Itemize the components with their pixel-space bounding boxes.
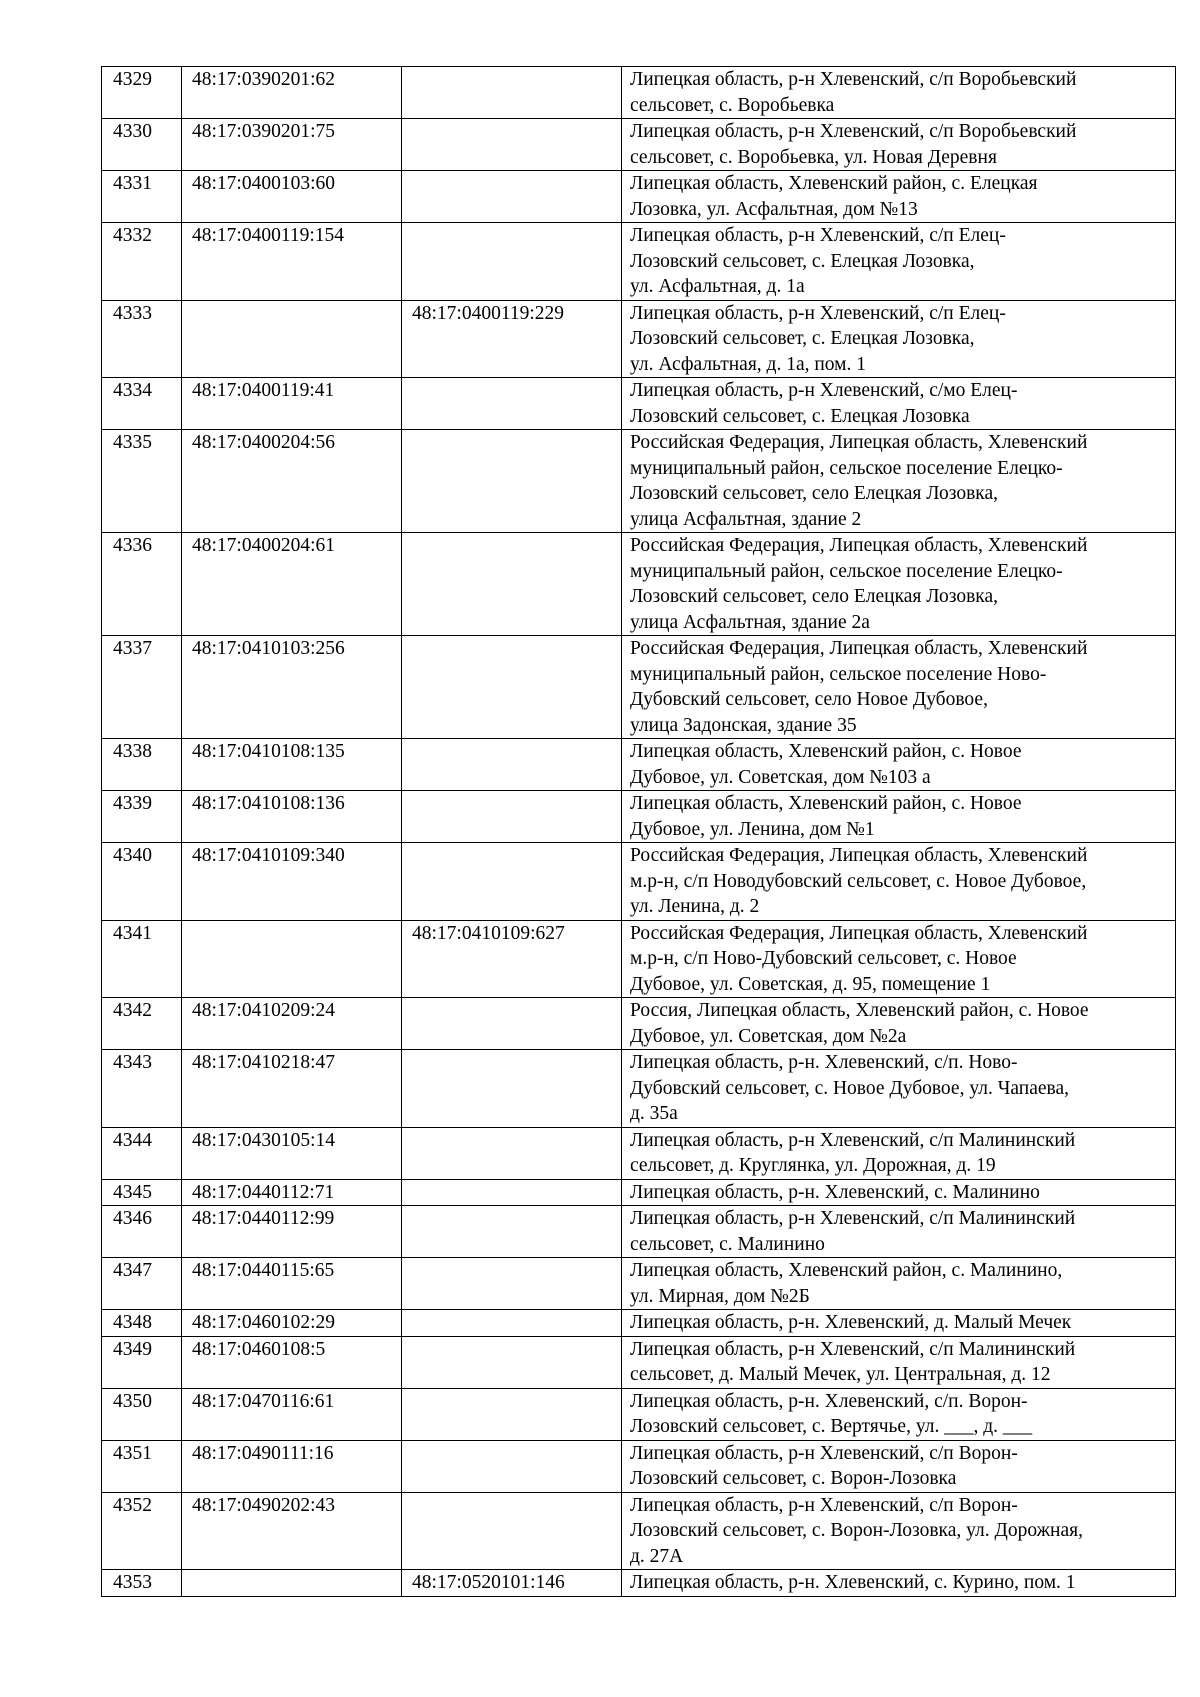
object-cadastral-number	[402, 998, 622, 1050]
table-row	[102, 171, 1176, 223]
row-number: 4343	[102, 1050, 182, 1128]
land-cadastral-number	[182, 920, 402, 998]
row-number: 4353	[102, 1570, 182, 1597]
address-cell: Липецкая область, р-н Хлевенский, с/п Малининский сельсовет, с. Малинино	[622, 1206, 1176, 1258]
row-number: 4339	[102, 791, 182, 843]
address-cell: Липецкая область, р-н Хлевенский, с/п Елец- Лозовский сельсовет, с. Елецкая Лозовка, ул. Асфальтная, д. 1а	[622, 223, 1176, 301]
row-number: 4344	[102, 1127, 182, 1179]
land-cadastral-number: 48:17:0410108:136	[182, 791, 402, 843]
object-cadastral-number	[402, 171, 622, 223]
row-number: 4340	[102, 843, 182, 921]
object-cadastral-number: 48:17:0400119:229	[402, 300, 622, 378]
row-number: 4346	[102, 1206, 182, 1258]
table-body	[102, 67, 1176, 1597]
row-number: 4337	[102, 636, 182, 739]
address-cell: Липецкая область, р-н Хлевенский, с/п Ворон- Лозовский сельсовет, с. Ворон-Лозовка	[622, 1440, 1176, 1492]
land-cadastral-number: 48:17:0410103:256	[182, 636, 402, 739]
land-cadastral-number: 48:17:0460102:29	[182, 1310, 402, 1337]
address-cell: Липецкая область, р-н. Хлевенский, д. Малый Мечек	[622, 1310, 1176, 1337]
address-cell: Липецкая область, Хлевенский район, с. Новое Дубовое, ул. Советская, дом №103 а	[622, 739, 1176, 791]
land-cadastral-number: 48:17:0390201:75	[182, 119, 402, 171]
address-cell: Российская Федерация, Липецкая область, Хлевенский муниципальный район, сельское поселение Елецко- Лозовский сельсовет, село Елецкая Лозовка, улица Асфальтная, здание 2а	[622, 533, 1176, 636]
land-cadastral-number: 48:17:0390201:62	[182, 67, 402, 119]
land-cadastral-number: 48:17:0410218:47	[182, 1050, 402, 1128]
object-cadastral-number	[402, 119, 622, 171]
land-cadastral-number	[182, 300, 402, 378]
table-row	[102, 791, 1176, 843]
land-cadastral-number: 48:17:0440112:99	[182, 1206, 402, 1258]
land-cadastral-number: 48:17:0410109:340	[182, 843, 402, 921]
table-row	[102, 1179, 1176, 1206]
address-cell: Российская Федерация, Липецкая область, Хлевенский муниципальный район, сельское поселение Ново- Дубовский сельсовет, село Новое Дубовое, улица Задонская, здание 35	[622, 636, 1176, 739]
land-cadastral-number: 48:17:0460108:5	[182, 1336, 402, 1388]
table-row	[102, 430, 1176, 533]
address-cell: Липецкая область, р-н. Хлевенский, с. Курино, пом. 1	[622, 1570, 1176, 1597]
address-cell: Липецкая область, р-н Хлевенский, с/п Воробьевский сельсовет, с. Воробьевка	[622, 67, 1176, 119]
address-cell: Липецкая область, р-н. Хлевенский, с/п. Ново- Дубовский сельсовет, с. Новое Дубовое, ул. Чапаева, д. 35а	[622, 1050, 1176, 1128]
land-cadastral-number: 48:17:0400103:60	[182, 171, 402, 223]
table-row	[102, 920, 1176, 998]
land-cadastral-number: 48:17:0490202:43	[182, 1492, 402, 1570]
table-row	[102, 1440, 1176, 1492]
row-number: 4349	[102, 1336, 182, 1388]
property-register-table	[101, 66, 1176, 1597]
table-row	[102, 1388, 1176, 1440]
object-cadastral-number	[402, 67, 622, 119]
object-cadastral-number	[402, 1050, 622, 1128]
row-number: 4351	[102, 1440, 182, 1492]
object-cadastral-number: 48:17:0520101:146	[402, 1570, 622, 1597]
row-number: 4341	[102, 920, 182, 998]
land-cadastral-number: 48:17:0490111:16	[182, 1440, 402, 1492]
object-cadastral-number	[402, 1440, 622, 1492]
object-cadastral-number	[402, 739, 622, 791]
row-number: 4332	[102, 223, 182, 301]
address-cell: Россия, Липецкая область, Хлевенский район, с. Новое Дубовое, ул. Советская, дом №2а	[622, 998, 1176, 1050]
table-row	[102, 998, 1176, 1050]
object-cadastral-number	[402, 636, 622, 739]
object-cadastral-number	[402, 1206, 622, 1258]
object-cadastral-number	[402, 1258, 622, 1310]
table-row	[102, 1336, 1176, 1388]
row-number: 4338	[102, 739, 182, 791]
address-cell: Липецкая область, р-н. Хлевенский, с/п. Ворон- Лозовский сельсовет, с. Вертячье, ул. ___, д. ___	[622, 1388, 1176, 1440]
object-cadastral-number	[402, 1179, 622, 1206]
address-cell: Липецкая область, р-н Хлевенский, с/п Малининский сельсовет, д. Круглянка, ул. Дорожная, д. 19	[622, 1127, 1176, 1179]
land-cadastral-number: 48:17:0400119:41	[182, 378, 402, 430]
address-cell: Липецкая область, р-н Хлевенский, с/п Елец- Лозовский сельсовет, с. Елецкая Лозовка, ул. Асфальтная, д. 1а, пом. 1	[622, 300, 1176, 378]
table-row	[102, 300, 1176, 378]
table-row	[102, 1492, 1176, 1570]
row-number: 4335	[102, 430, 182, 533]
row-number: 4345	[102, 1179, 182, 1206]
table-row	[102, 1050, 1176, 1128]
table-row	[102, 67, 1176, 119]
object-cadastral-number	[402, 1388, 622, 1440]
table-row	[102, 843, 1176, 921]
land-cadastral-number: 48:17:0400204:56	[182, 430, 402, 533]
object-cadastral-number	[402, 1492, 622, 1570]
land-cadastral-number	[182, 1570, 402, 1597]
row-number: 4342	[102, 998, 182, 1050]
address-cell: Российская Федерация, Липецкая область, Хлевенский м.р-н, с/п Ново-Дубовский сельсовет, с. Новое Дубовое, ул. Советская, д. 95, помещение 1	[622, 920, 1176, 998]
row-number: 4333	[102, 300, 182, 378]
table-row	[102, 1258, 1176, 1310]
object-cadastral-number	[402, 533, 622, 636]
land-cadastral-number: 48:17:0400119:154	[182, 223, 402, 301]
land-cadastral-number: 48:17:0440115:65	[182, 1258, 402, 1310]
address-cell: Липецкая область, р-н. Хлевенский, с. Малинино	[622, 1179, 1176, 1206]
address-cell: Липецкая область, Хлевенский район, с. Новое Дубовое, ул. Ленина, дом №1	[622, 791, 1176, 843]
table-row	[102, 1310, 1176, 1337]
land-cadastral-number: 48:17:0470116:61	[182, 1388, 402, 1440]
object-cadastral-number	[402, 378, 622, 430]
address-cell: Российская Федерация, Липецкая область, Хлевенский муниципальный район, сельское поселение Елецко- Лозовский сельсовет, село Елецкая Лозовка, улица Асфальтная, здание 2	[622, 430, 1176, 533]
table-row	[102, 1570, 1176, 1597]
object-cadastral-number	[402, 843, 622, 921]
object-cadastral-number: 48:17:0410109:627	[402, 920, 622, 998]
land-cadastral-number: 48:17:0430105:14	[182, 1127, 402, 1179]
table-row	[102, 119, 1176, 171]
object-cadastral-number	[402, 223, 622, 301]
object-cadastral-number	[402, 1310, 622, 1337]
row-number: 4347	[102, 1258, 182, 1310]
address-cell: Липецкая область, Хлевенский район, с. Елецкая Лозовка, ул. Асфальтная, дом №13	[622, 171, 1176, 223]
address-cell: Липецкая область, Хлевенский район, с. Малинино, ул. Мирная, дом №2Б	[622, 1258, 1176, 1310]
object-cadastral-number	[402, 1336, 622, 1388]
row-number: 4336	[102, 533, 182, 636]
row-number: 4329	[102, 67, 182, 119]
land-cadastral-number: 48:17:0410209:24	[182, 998, 402, 1050]
table-row	[102, 533, 1176, 636]
land-cadastral-number: 48:17:0400204:61	[182, 533, 402, 636]
address-cell: Липецкая область, р-н Хлевенский, с/п Ворон- Лозовский сельсовет, с. Ворон-Лозовка, ул. Дорожная, д. 27А	[622, 1492, 1176, 1570]
table-row	[102, 1127, 1176, 1179]
object-cadastral-number	[402, 791, 622, 843]
table-row	[102, 636, 1176, 739]
table-row	[102, 1206, 1176, 1258]
object-cadastral-number	[402, 1127, 622, 1179]
object-cadastral-number	[402, 430, 622, 533]
table-row	[102, 739, 1176, 791]
table-row	[102, 223, 1176, 301]
land-cadastral-number: 48:17:0440112:71	[182, 1179, 402, 1206]
land-cadastral-number: 48:17:0410108:135	[182, 739, 402, 791]
row-number: 4348	[102, 1310, 182, 1337]
row-number: 4334	[102, 378, 182, 430]
row-number: 4352	[102, 1492, 182, 1570]
row-number: 4350	[102, 1388, 182, 1440]
row-number: 4331	[102, 171, 182, 223]
row-number: 4330	[102, 119, 182, 171]
table-row	[102, 378, 1176, 430]
address-cell: Липецкая область, р-н Хлевенский, с/п Малининский сельсовет, д. Малый Мечек, ул. Центральная, д. 12	[622, 1336, 1176, 1388]
address-cell: Липецкая область, р-н Хлевенский, с/мо Елец- Лозовский сельсовет, с. Елецкая Лозовка	[622, 378, 1176, 430]
address-cell: Российская Федерация, Липецкая область, Хлевенский м.р-н, с/п Новодубовский сельсовет, с. Новое Дубовое, ул. Ленина, д. 2	[622, 843, 1176, 921]
address-cell: Липецкая область, р-н Хлевенский, с/п Воробьевский сельсовет, с. Воробьевка, ул. Новая Деревня	[622, 119, 1176, 171]
